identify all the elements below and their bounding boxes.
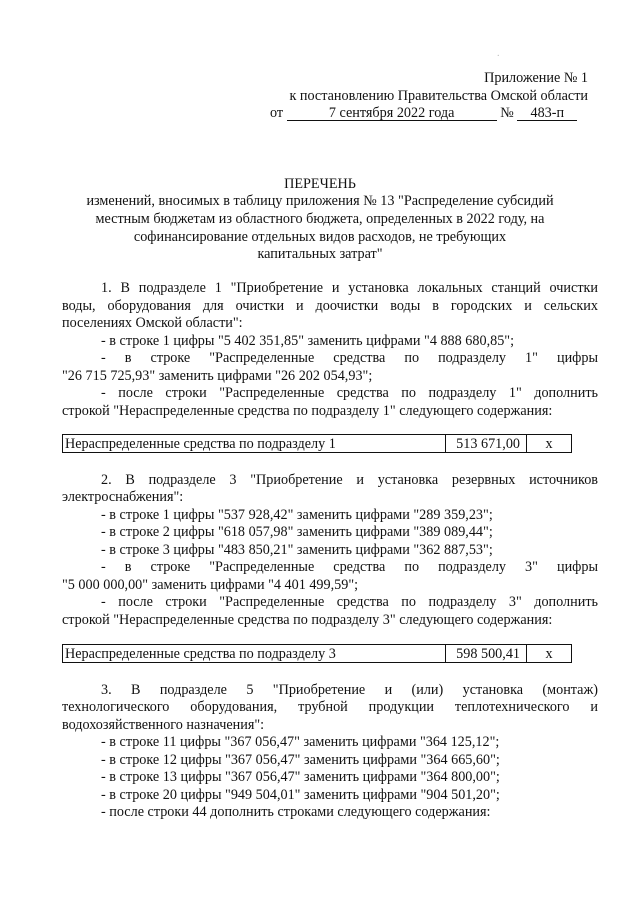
- appendix-number: Приложение № 1: [484, 70, 588, 86]
- section1-line-2: воды, оборудования для очистки и доочистки воды в городских и сельских: [62, 298, 598, 314]
- document-title: ПЕРЕЧЕНЬ: [284, 176, 356, 192]
- section3-line-3: водохозяйственного назначения":: [62, 717, 265, 733]
- section2-line-4: - в строке 2 цифры "618 057,98" заменить цифрами "389 089,44";: [101, 524, 493, 540]
- section3-line-5: - в строке 12 цифры "367 056,47" заменить цифрами "364 665,60";: [101, 752, 500, 768]
- resolution-line: [270, 105, 577, 121]
- section2-line-2: электроснабжения":: [62, 489, 184, 505]
- section3-line-8: - после строки 44 дополнить строками следующего содержания:: [101, 804, 491, 820]
- section3-line-6: - в строке 13 цифры "367 056,47" заменить цифрами "364 800,00";: [101, 769, 500, 785]
- table-row: [63, 645, 572, 663]
- title-line-3: софинансирование отдельных видов расходов, не требующих: [133, 229, 507, 245]
- table-cell-x: х: [527, 435, 572, 453]
- section2-line-5: - в строке 3 цифры "483 850,21" заменить цифрами "362 887,53";: [101, 542, 493, 558]
- scan-dot: .: [497, 48, 500, 59]
- appendix-reference: к постановлению Правительства Омской области: [289, 88, 588, 104]
- title-line-4: капитальных затрат": [257, 246, 383, 262]
- section2-line-8: - после строки "Распределенные средства по подразделу 3" дополнить: [101, 594, 598, 610]
- section3-line-4: - в строке 11 цифры "367 056,47" заменить цифрами "364 125,12";: [101, 734, 500, 750]
- resolution-number: 483-п: [517, 106, 577, 121]
- section1-line-3: поселениях Омской области":: [62, 315, 243, 331]
- table-cell-name: Нераспределенные средства по подразделу 3: [63, 645, 446, 663]
- section2-table: [62, 644, 572, 663]
- section2-line-9: строкой "Нераспределенные средства по подразделу 3" следующего содержания:: [62, 612, 553, 628]
- section2-line-6: - в строке "Распределенные средства по подразделу 3" цифры: [101, 559, 598, 575]
- table-row: [63, 435, 572, 453]
- section1-line-8: строкой "Нераспределенные средства по подразделу 1" следующего содержания:: [62, 403, 553, 419]
- section3-line-1: 3. В подразделе 5 "Приобретение и (или) установка (монтаж): [101, 682, 598, 698]
- section1-line-1: 1. В подразделе 1 "Приобретение и установка локальных станций очистки: [101, 280, 598, 296]
- table-cell-value: 598 500,41: [446, 645, 527, 663]
- number-label: №: [500, 105, 514, 121]
- table-cell-name: Нераспределенные средства по подразделу 1: [63, 435, 446, 453]
- section3-line-7: - в строке 20 цифры "949 504,01" заменить цифрами "904 501,20";: [101, 787, 500, 803]
- section2-line-3: - в строке 1 цифры "537 928,42" заменить цифрами "289 359,23";: [101, 507, 493, 523]
- title-line-1: изменений, вносимых в таблицу приложения № 13 "Распределение субсидий: [86, 193, 554, 209]
- section1-line-6: "26 715 725,93" заменить цифрами "26 202 054,93";: [62, 368, 373, 384]
- section2-line-1: 2. В подразделе 3 "Приобретение и установка резервных источников: [101, 472, 598, 488]
- section1-table: [62, 434, 572, 453]
- from-label: от: [270, 105, 284, 121]
- table-cell-x: х: [527, 645, 572, 663]
- section2-line-7: "5 000 000,00" заменить цифрами "4 401 499,59";: [62, 577, 359, 593]
- table-cell-value: 513 671,00: [446, 435, 527, 453]
- section1-line-7: - после строки "Распределенные средства по подразделу 1" дополнить: [101, 385, 598, 401]
- section1-line-5: - в строке "Распределенные средства по подразделу 1" цифры: [101, 350, 598, 366]
- resolution-date: 7 сентября 2022 года: [287, 106, 497, 121]
- section1-line-4: - в строке 1 цифры "5 402 351,85" заменить цифрами "4 888 680,85";: [101, 333, 515, 349]
- title-line-2: местным бюджетам из областного бюджета, определенных в 2022 году, на: [95, 211, 545, 227]
- section3-line-2: технологического оборудования, трубной продукции теплотехнического и: [62, 699, 598, 715]
